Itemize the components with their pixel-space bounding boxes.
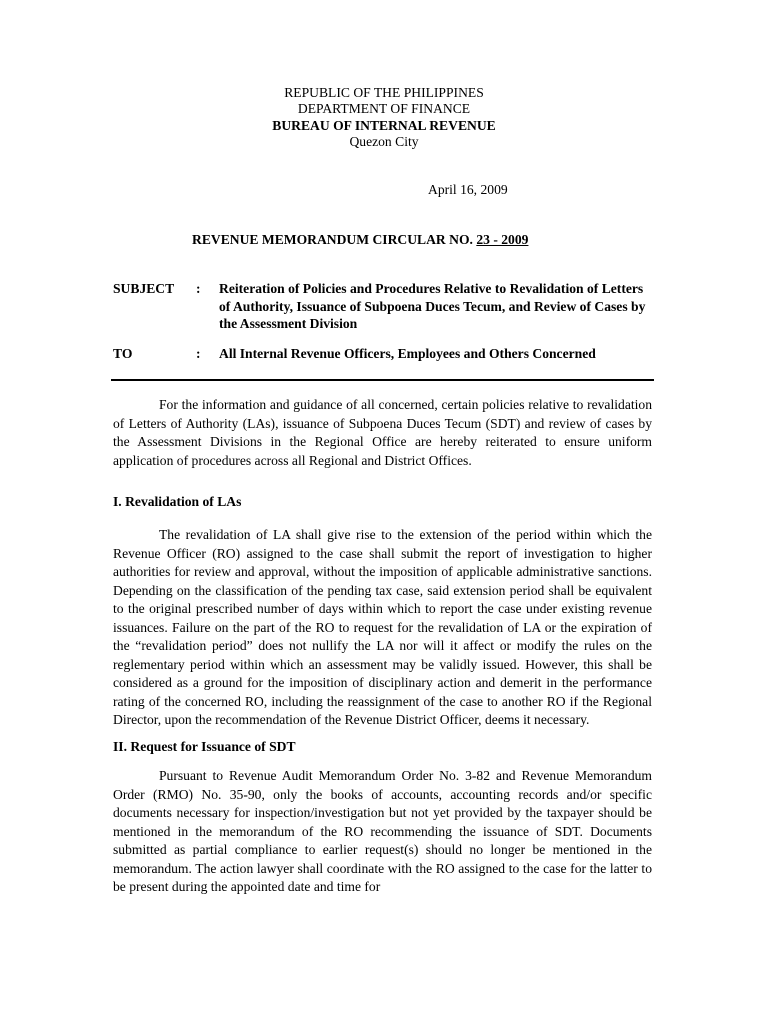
to-colon: :: [196, 346, 201, 361]
header-republic: REPUBLIC OF THE PHILIPPINES: [284, 85, 484, 100]
section1-heading: I. Revalidation of LAs: [113, 494, 242, 509]
subject-text: Reiteration of Policies and Procedures Relative to Revalidation of Letters of Authority, Issuance of Subpoena Duces Tecum, and Review of Cases by the Assessment Division: [219, 281, 646, 331]
memo-date: April 16, 2009: [428, 182, 508, 197]
divider-rule: [111, 379, 654, 381]
to-label: TO: [113, 346, 133, 361]
section2-heading: II. Request for Issuance of SDT: [113, 739, 296, 754]
circular-number: 23 - 2009: [476, 232, 529, 247]
to-text: All Internal Revenue Officers, Employees and Others Concerned: [219, 346, 596, 361]
circular-prefix: REVENUE MEMORANDUM CIRCULAR NO.: [192, 232, 477, 247]
header-bureau: BUREAU OF INTERNAL REVENUE: [272, 118, 496, 133]
section2-paragraph: [113, 767, 652, 897]
section1-text: The revalidation of LA shall give rise to the extension of the period within which the Revenue Officer (RO) assigned to the case shall submit the report of investigation to higher authorities for review and approval, without the imposition of applicable administrative sanctions. Depending on the classification of the pending tax case, said extension period shall be equivalent to the original prescribed number of days within which to report the case under existing revenue issuances. Failure on the part of the RO to request for the revalidation of LA or the expiration of the “revalidation period” does not nullify the LA nor will it affect or modify the rules on the reglementary period within which an assessment may be validly issued. However, this shall be considered as a ground for the imposition of disciplinary action and demerit in the performance rating of the concerned RO, including the reassignment of the case to another RO if the Regional Director, upon the recommendation of the Revenue District Officer, deems it necessary.: [113, 527, 652, 727]
intro-paragraph: [113, 396, 652, 470]
header-city: Quezon City: [349, 134, 419, 149]
section2-text: Pursuant to Revenue Audit Memorandum Order No. 3-82 and Revenue Memorandum Order (RMO) No. 35-90, only the books of accounts, accounting records and/or specific documents necessary for inspection/investigation but not yet provided by the taxpayer should be mentioned in the memorandum of the RO recommending the issuance of SDT. Documents submitted as partial compliance to earlier request(s) should no longer be mentioned in the memorandum. The action lawyer shall coordinate with the RO assigned to the case for the latter to be present during the appointed date and time for: [113, 768, 652, 894]
circular-title: [192, 232, 528, 248]
intro-text: For the information and guidance of all concerned, certain policies relative to revalidation of Letters of Authority (LAs), issuance of Subpoena Duces Tecum (SDT) and review of cases by the Assessment Divisions in the Regional Office are hereby reiterated to ensure uniform application of procedures across all Regional and District Offices.: [113, 397, 652, 468]
subject-label: SUBJECT: [113, 281, 175, 296]
header-department: DEPARTMENT OF FINANCE: [297, 101, 471, 116]
subject-colon: :: [196, 281, 201, 296]
section1-paragraph: [113, 526, 652, 730]
